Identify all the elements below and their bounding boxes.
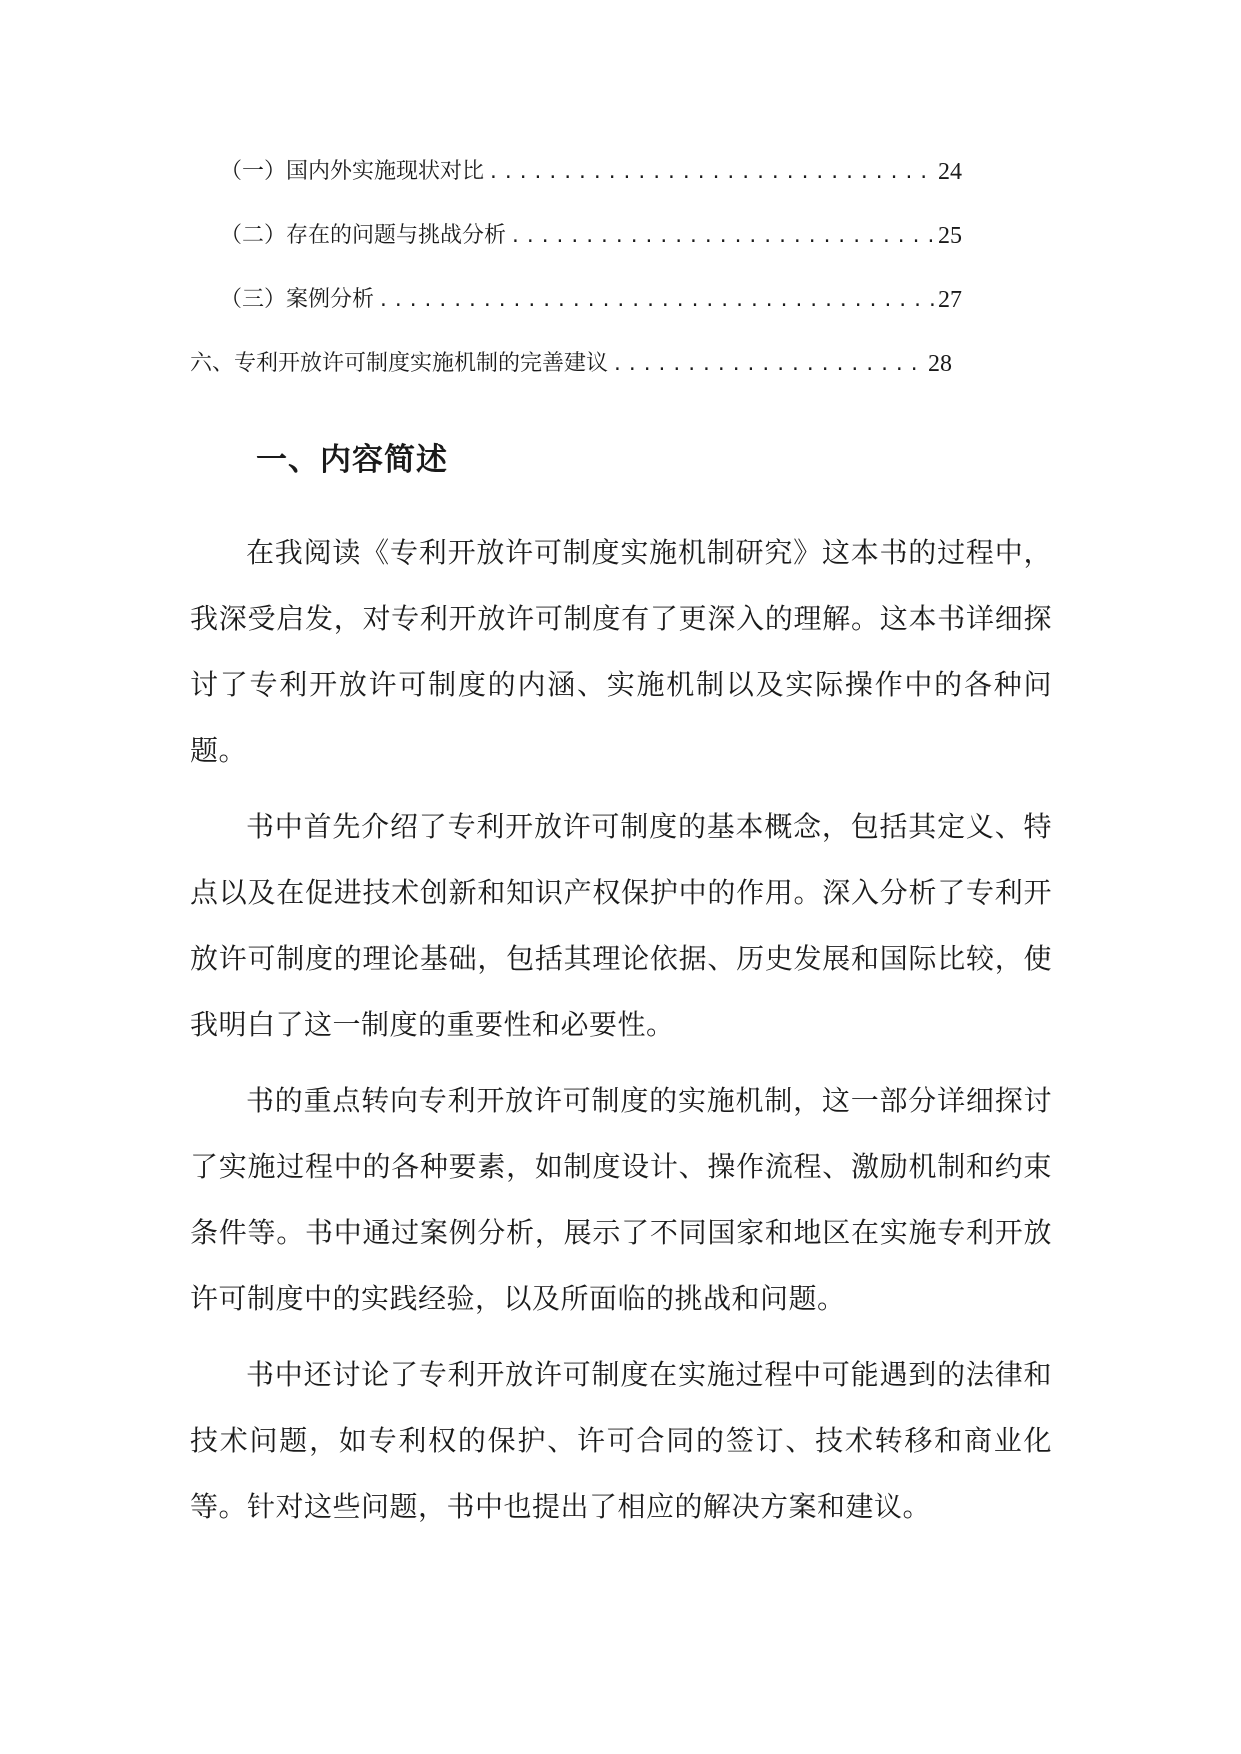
body-paragraph: 书的重点转向专利开放许可制度的实施机制，这一部分详细探讨了实施过程中的各种要素，如制度设计、操作流程、激励机制和约束条件等。书中通过案例分析，展示了不同国家和地区在实施专利开放许可制度中的实践经验，以及所面临的挑战和问题。 [190, 1084, 1052, 1315]
toc-leader-dots [378, 288, 934, 314]
body-paragraph: 在我阅读《专利开放许可制度实施机制研究》这本书的过程中，我深受启发，对专利开放许可制度有了更深入的理解。这本书详细探讨了专利开放许可制度的内涵、实施机制以及实际操作中的各种问题。 [190, 536, 1052, 767]
toc-entry-page: 28 [928, 351, 952, 377]
section-heading: 一、内容简述 [256, 442, 448, 478]
toc-entry-label: 六、专利开放许可制度实施机制的完善建议 [190, 351, 609, 376]
toc-entry[interactable] [220, 146, 962, 186]
toc-leader-dots [510, 224, 934, 250]
toc-entry[interactable] [190, 338, 952, 378]
toc-entry-label: （二）存在的问题与挑战分析 [220, 223, 507, 248]
toc-entry-label: （一）国内外实施现状对比 [220, 159, 485, 184]
toc-entry-page: 27 [938, 287, 962, 313]
toc-entry[interactable] [220, 210, 962, 250]
section-body [190, 520, 1052, 1550]
toc-entry[interactable] [220, 274, 962, 314]
toc-leader-dots [488, 160, 934, 186]
toc-entry-page: 24 [938, 159, 962, 185]
body-paragraph: 书中首先介绍了专利开放许可制度的基本概念，包括其定义、特点以及在促进技术创新和知识产权保护中的作用。深入分析了专利开放许可制度的理论基础，包括其理论依据、历史发展和国际比较，使我明白了这一制度的重要性和必要性。 [190, 810, 1052, 1041]
toc-entry-label: （三）案例分析 [220, 287, 375, 312]
toc-entry-page: 25 [938, 223, 962, 249]
toc-leader-dots [612, 352, 924, 378]
body-paragraph: 书中还讨论了专利开放许可制度在实施过程中可能遇到的法律和技术问题，如专利权的保护、许可合同的签订、技术转移和商业化等。针对这些问题，书中也提出了相应的解决方案和建议。 [190, 1358, 1052, 1523]
